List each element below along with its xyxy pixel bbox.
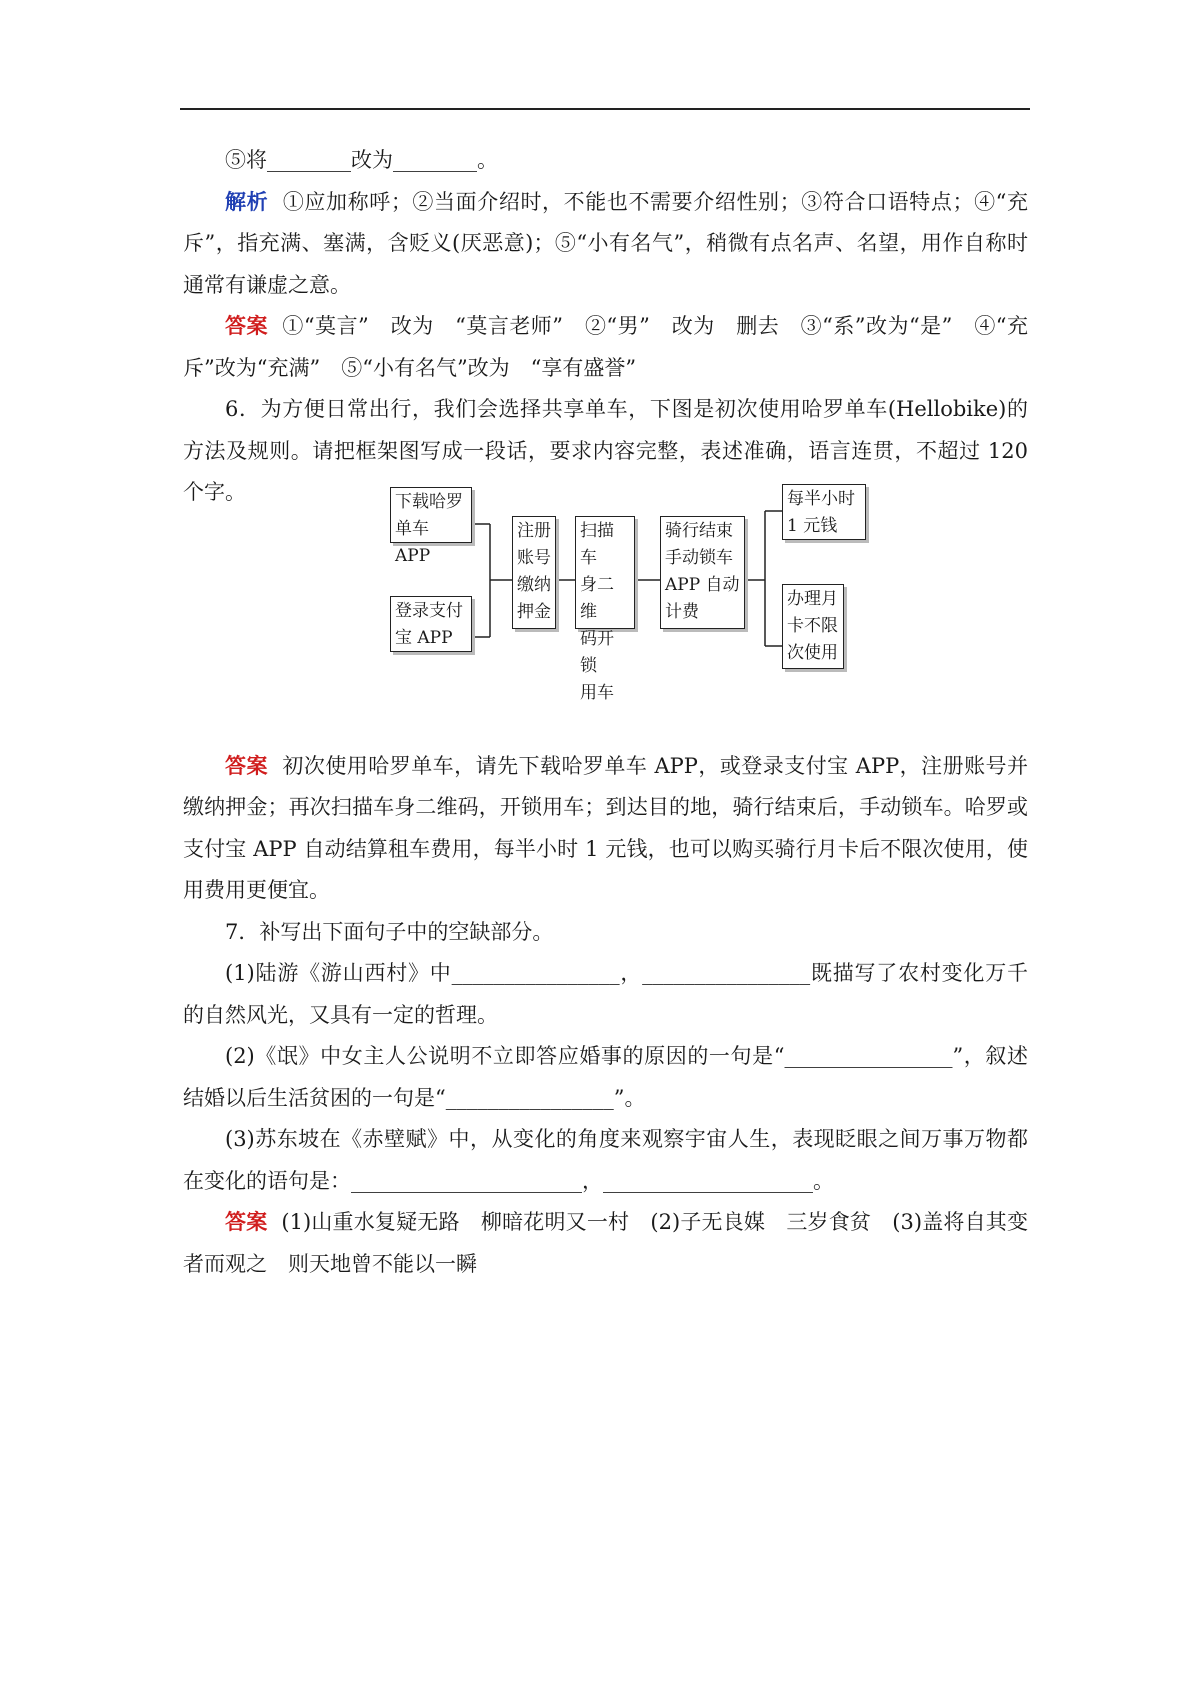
- answer-text: ①“莫言” 改为 “莫言老师” ②“男” 改为 删去 ③“系”改为“是” ④“充斥”改为“充满” ⑤“小有名气”改为 “享有盛誉”: [183, 314, 1029, 380]
- analysis-text: ①应加称呼；②当面介绍时，不能也不需要介绍性别；③符合口语特点；④“充斥”，指充满、塞满，含贬义(厌恶意)；⑤“小有名气”，稍微有点名声、名望，用作自称时通常有谦虚之意。: [183, 189, 1029, 297]
- item7-answer: [183, 1202, 1028, 1285]
- answer-label: 答案: [225, 314, 268, 338]
- item5-analysis: [183, 182, 1028, 307]
- box-register-deposit: 注册 账号 缴纳 押金: [512, 516, 556, 629]
- item5-answer: [183, 306, 1028, 389]
- analysis-label: 解析: [225, 189, 269, 214]
- flowchart: [390, 484, 870, 703]
- item6-answer: [183, 746, 1028, 912]
- header-rule: [180, 108, 1030, 110]
- answer-text: 初次使用哈罗单车，请先下载哈罗单车 APP，或登录支付宝 APP，注册账号并缴纳押金；再次扫描车身二维码，开锁用车；到达目的地，骑行结束后，手动锁车。哈罗或支付宝 APP 自动结算租车费用，每半小时 1 元钱，也可以购买骑行月卡后不限次使用，使用费用更便宜。: [183, 753, 1028, 902]
- item6-question: 6．为方便日常出行，我们会选择共享单车，下图是初次使用哈罗单车(Hellobike)的方法及规则。请把框架图写成一段话，要求内容完整，表述准确，语言连贯，不超过 120 个字。: [183, 397, 1028, 504]
- item7-q1: (1)陆游《游山西村》中________________，________________既描写了农村变化万千的自然风光，又具有一定的哲理。: [183, 961, 1028, 1027]
- item5-tail: ⑤将________改为________。: [225, 148, 498, 172]
- answer-label: 答案: [225, 1210, 268, 1234]
- item7-q3: (3)苏东坡在《赤壁赋》中，从变化的角度来观察宇宙人生，表现眨眼之间万事万物都在变化的语句是：______________________，____________________。: [183, 1127, 1028, 1193]
- page-content: [183, 140, 1028, 1285]
- box-finish-lock: 骑行结束 手动锁车 APP 自动 计费: [660, 516, 745, 629]
- item7-q2: (2)《氓》中女主人公说明不立即答应婚事的原因的一句是“________________”，叙述结婚以后生活贫困的一句是“________________”。: [183, 1044, 1028, 1110]
- box-fee: 每半小时 1 元钱: [782, 484, 866, 540]
- answer-label: 答案: [225, 753, 268, 778]
- box-download-app: 下载哈罗 单车 APP: [390, 487, 472, 543]
- item7-question: 7．补写出下面句子中的空缺部分。: [225, 919, 554, 944]
- answer-text: (1)山重水复疑无路 柳暗花明又一村 (2)子无良媒 三岁食贫 (3)盖将自其变者而观之 则天地曾不能以一瞬: [183, 1210, 1028, 1276]
- box-monthly-card: 办理月 卡不限 次使用: [782, 584, 844, 669]
- box-scan-unlock: 扫描车 身二维 码开锁 用车: [575, 516, 635, 629]
- box-alipay-login: 登录支付 宝 APP: [390, 596, 472, 652]
